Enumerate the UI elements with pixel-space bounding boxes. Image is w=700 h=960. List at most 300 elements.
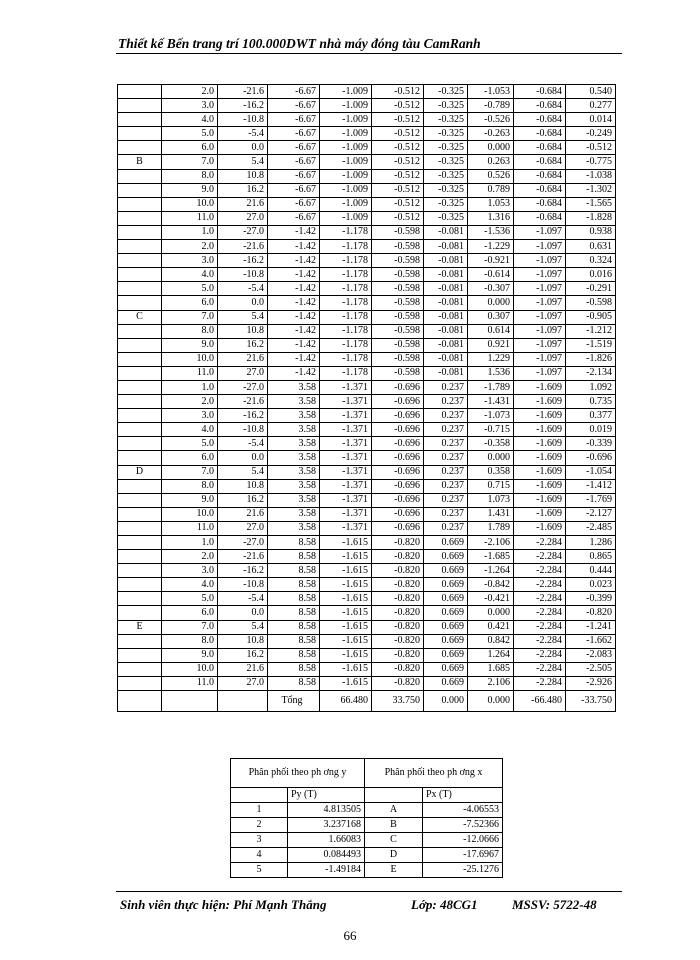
table-cell: 8.58 [268, 536, 320, 550]
group-label-cell [118, 479, 162, 493]
total-cell: 0.000 [468, 691, 514, 712]
table-cell: -6.67 [268, 113, 320, 127]
py-value-cell: 0.084493 [288, 848, 365, 863]
table-cell: -0.325 [424, 169, 468, 183]
results-table [117, 84, 616, 712]
table-cell: -1.609 [514, 423, 566, 437]
py-header: Py (T) [288, 788, 365, 803]
summary-row [231, 833, 503, 848]
table-cell: 0.540 [566, 85, 616, 99]
table-cell: -1.609 [514, 451, 566, 465]
table-cell: 1.431 [468, 507, 514, 521]
table-cell: -0.512 [372, 127, 424, 141]
table-cell: 0.669 [424, 676, 468, 690]
table-cell: -0.081 [424, 338, 468, 352]
table-cell: -0.512 [372, 155, 424, 169]
group-label-cell [118, 338, 162, 352]
table-cell: -1.097 [514, 324, 566, 338]
table-cell: -10.8 [218, 268, 268, 282]
table-cell: -0.598 [372, 282, 424, 296]
group-label-cell [118, 268, 162, 282]
table-cell: 0.444 [566, 564, 616, 578]
table-cell: -5.4 [218, 592, 268, 606]
table-cell: -0.684 [514, 197, 566, 211]
table-cell: -6.67 [268, 211, 320, 225]
table-cell: -1.178 [320, 282, 372, 296]
table-row [118, 254, 616, 268]
table-cell: 5.4 [218, 465, 268, 479]
table-row [118, 634, 616, 648]
table-cell: -0.820 [372, 592, 424, 606]
table-cell: -1.371 [320, 437, 372, 451]
table-cell: -1.241 [566, 620, 616, 634]
table-cell: -2.284 [514, 550, 566, 564]
table-cell: -1.178 [320, 254, 372, 268]
table-cell: -1.42 [268, 268, 320, 282]
table-cell: 21.6 [218, 352, 268, 366]
summary-blank-cell [231, 788, 288, 803]
group-label-cell [118, 395, 162, 409]
table-cell: -0.325 [424, 85, 468, 99]
table-cell: -6.67 [268, 85, 320, 99]
table-cell: -2.106 [468, 536, 514, 550]
table-cell: -0.598 [372, 310, 424, 324]
table-cell: -1.615 [320, 620, 372, 634]
total-row [118, 691, 616, 712]
table-row [118, 296, 616, 310]
table-cell: -1.178 [320, 268, 372, 282]
table-cell: 0.263 [468, 155, 514, 169]
table-cell: 1.0 [162, 380, 218, 394]
table-cell: -1.009 [320, 99, 372, 113]
table-cell: -2.284 [514, 662, 566, 676]
table-cell: -6.67 [268, 127, 320, 141]
table-cell: -0.842 [468, 578, 514, 592]
table-cell: 0.0 [218, 141, 268, 155]
total-cell: -33.750 [566, 691, 616, 712]
table-cell: 0.669 [424, 536, 468, 550]
group-label-cell [118, 451, 162, 465]
table-cell: 10.0 [162, 507, 218, 521]
table-cell: 8.0 [162, 324, 218, 338]
table-cell: 9.0 [162, 648, 218, 662]
table-cell: -1.609 [514, 409, 566, 423]
table-cell: -1.178 [320, 338, 372, 352]
table-cell: -1.412 [566, 479, 616, 493]
table-cell: 3.0 [162, 564, 218, 578]
table-cell: -10.8 [218, 113, 268, 127]
table-cell: 0.237 [424, 409, 468, 423]
table-cell: 0.377 [566, 409, 616, 423]
table-cell: 0.921 [468, 338, 514, 352]
table-cell: -0.081 [424, 366, 468, 380]
table-cell: -1.609 [514, 507, 566, 521]
table-cell: -21.6 [218, 240, 268, 254]
table-cell: -0.820 [372, 536, 424, 550]
table-cell: -1.054 [566, 465, 616, 479]
table-cell: 0.669 [424, 606, 468, 620]
summary-row [231, 803, 503, 818]
table-cell: -2.284 [514, 564, 566, 578]
group-label-cell: E [118, 620, 162, 634]
group-label-cell [118, 225, 162, 239]
table-cell: 1.229 [468, 352, 514, 366]
table-cell: -1.662 [566, 634, 616, 648]
table-cell: -1.615 [320, 536, 372, 550]
table-cell: 0.614 [468, 324, 514, 338]
table-cell: -6.67 [268, 183, 320, 197]
table-cell: -27.0 [218, 225, 268, 239]
table-cell: 0.237 [424, 521, 468, 535]
table-row [118, 240, 616, 254]
table-cell: 0.307 [468, 310, 514, 324]
table-cell: -0.081 [424, 296, 468, 310]
table-cell: -0.325 [424, 141, 468, 155]
table-cell: -0.684 [514, 113, 566, 127]
table-row [118, 676, 616, 690]
table-row [118, 451, 616, 465]
table-cell: 3.58 [268, 507, 320, 521]
py-value-cell: 4.813505 [288, 803, 365, 818]
table-row [118, 211, 616, 225]
table-row [118, 380, 616, 394]
table-cell: -1.371 [320, 465, 372, 479]
table-row [118, 282, 616, 296]
table-cell: -0.325 [424, 197, 468, 211]
table-cell: 8.58 [268, 550, 320, 564]
table-row [118, 578, 616, 592]
table-cell: -2.127 [566, 507, 616, 521]
table-cell: -0.081 [424, 324, 468, 338]
table-cell: -0.598 [372, 338, 424, 352]
summary-blank-cell [365, 788, 423, 803]
table-cell: -1.097 [514, 282, 566, 296]
table-cell: 1.264 [468, 648, 514, 662]
table-cell: 5.0 [162, 437, 218, 451]
table-cell: 3.58 [268, 465, 320, 479]
table-cell: -1.609 [514, 493, 566, 507]
table-cell: 3.58 [268, 380, 320, 394]
table-cell: 5.4 [218, 310, 268, 324]
table-cell: 8.58 [268, 620, 320, 634]
table-cell: -0.512 [372, 211, 424, 225]
table-cell: 0.669 [424, 578, 468, 592]
table-cell: -0.526 [468, 113, 514, 127]
table-cell: -0.598 [372, 352, 424, 366]
group-label-cell [118, 662, 162, 676]
px-value-cell: -17.6967 [423, 848, 503, 863]
table-cell: -1.178 [320, 352, 372, 366]
table-cell: 4.0 [162, 423, 218, 437]
table-cell: -1.615 [320, 578, 372, 592]
table-cell: 16.2 [218, 183, 268, 197]
table-cell: 0.526 [468, 169, 514, 183]
group-label-cell [118, 211, 162, 225]
x-axis-cell: E [365, 863, 423, 878]
table-cell: -16.2 [218, 99, 268, 113]
table-cell: 0.0 [218, 296, 268, 310]
table-cell: 27.0 [218, 521, 268, 535]
table-cell: 0.014 [566, 113, 616, 127]
table-cell: 27.0 [218, 366, 268, 380]
table-row [118, 564, 616, 578]
table-cell: -1.178 [320, 296, 372, 310]
group-label-cell [118, 521, 162, 535]
table-cell: 16.2 [218, 338, 268, 352]
table-cell: -0.598 [372, 324, 424, 338]
table-cell: -1.097 [514, 254, 566, 268]
table-cell: 5.0 [162, 592, 218, 606]
table-cell: 0.237 [424, 465, 468, 479]
table-row [118, 423, 616, 437]
table-cell: -0.614 [468, 268, 514, 282]
table-cell: -0.291 [566, 282, 616, 296]
table-cell: -21.6 [218, 395, 268, 409]
table-cell: -1.789 [468, 380, 514, 394]
table-cell: -1.178 [320, 225, 372, 239]
table-cell: -1.42 [268, 254, 320, 268]
table-cell: -0.512 [372, 85, 424, 99]
table-cell: -21.6 [218, 85, 268, 99]
table-cell: -1.42 [268, 366, 320, 380]
x-axis-cell: D [365, 848, 423, 863]
group-label-cell [118, 380, 162, 394]
table-cell: 0.735 [566, 395, 616, 409]
table-row [118, 409, 616, 423]
table-cell: -1.097 [514, 268, 566, 282]
group-label-cell [118, 550, 162, 564]
table-cell: -5.4 [218, 127, 268, 141]
table-cell: 0.277 [566, 99, 616, 113]
table-cell: 3.58 [268, 479, 320, 493]
table-cell: -0.399 [566, 592, 616, 606]
table-cell: 16.2 [218, 648, 268, 662]
table-cell: -2.284 [514, 536, 566, 550]
table-cell: 7.0 [162, 155, 218, 169]
table-cell: -1.828 [566, 211, 616, 225]
table-cell: -0.820 [372, 648, 424, 662]
table-cell: -0.820 [372, 676, 424, 690]
table-cell: -0.820 [372, 620, 424, 634]
table-cell: -1.178 [320, 310, 372, 324]
table-cell: -1.009 [320, 169, 372, 183]
table-cell: -0.696 [372, 423, 424, 437]
table-cell: -0.081 [424, 240, 468, 254]
table-cell: -1.009 [320, 85, 372, 99]
table-cell: -0.820 [372, 550, 424, 564]
table-cell: -1.178 [320, 366, 372, 380]
table-row [118, 550, 616, 564]
group-label-cell [118, 592, 162, 606]
table-cell: 1.536 [468, 366, 514, 380]
table-cell: -0.263 [468, 127, 514, 141]
table-cell: 8.0 [162, 169, 218, 183]
table-cell: 0.0 [218, 606, 268, 620]
table-cell: -1.009 [320, 127, 372, 141]
table-cell: 0.000 [468, 606, 514, 620]
table-cell: 8.58 [268, 676, 320, 690]
table-cell: -0.696 [372, 479, 424, 493]
group-label-cell [118, 493, 162, 507]
table-cell: 0.237 [424, 479, 468, 493]
table-cell: -0.081 [424, 352, 468, 366]
table-cell: 0.631 [566, 240, 616, 254]
group-label-cell [118, 183, 162, 197]
table-cell: -1.615 [320, 634, 372, 648]
table-row [118, 352, 616, 366]
total-cell [118, 691, 162, 712]
table-cell: 2.0 [162, 240, 218, 254]
table-cell: 8.58 [268, 648, 320, 662]
table-cell: -0.081 [424, 282, 468, 296]
group-label-cell [118, 676, 162, 690]
py-value-cell: 1.66083 [288, 833, 365, 848]
group-label-cell [118, 648, 162, 662]
group-label-cell: B [118, 155, 162, 169]
table-cell: 7.0 [162, 465, 218, 479]
table-cell: -0.081 [424, 254, 468, 268]
table-cell: -16.2 [218, 254, 268, 268]
table-cell: 0.669 [424, 550, 468, 564]
table-cell: -1.42 [268, 310, 320, 324]
table-cell: -1.178 [320, 324, 372, 338]
group-label-cell: D [118, 465, 162, 479]
px-value-cell: -7.52366 [423, 818, 503, 833]
table-cell: 0.237 [424, 380, 468, 394]
table-cell: 1.316 [468, 211, 514, 225]
page-number: 66 [343, 928, 357, 943]
group-label-cell [118, 254, 162, 268]
table-cell: -6.67 [268, 169, 320, 183]
footer-student-id: MSSV: 5722-48 [512, 897, 597, 912]
table-cell: -2.284 [514, 620, 566, 634]
table-cell: 0.669 [424, 634, 468, 648]
table-row [118, 99, 616, 113]
table-cell: -0.696 [372, 395, 424, 409]
table-cell: -1.431 [468, 395, 514, 409]
table-cell: -10.8 [218, 423, 268, 437]
table-cell: -0.081 [424, 310, 468, 324]
table-cell: 10.0 [162, 662, 218, 676]
table-row [118, 395, 616, 409]
table-cell: 0.669 [424, 648, 468, 662]
table-cell: -0.696 [372, 521, 424, 535]
x-axis-cell: A [365, 803, 423, 818]
table-cell: -1.615 [320, 606, 372, 620]
table-row [118, 310, 616, 324]
table-cell: 8.58 [268, 606, 320, 620]
table-cell: -0.512 [372, 169, 424, 183]
table-cell: -1.097 [514, 366, 566, 380]
table-row [118, 592, 616, 606]
table-cell: 2.0 [162, 550, 218, 564]
group-label-cell [118, 99, 162, 113]
table-cell: -1.615 [320, 662, 372, 676]
group-label-cell [118, 197, 162, 211]
table-cell: -1.212 [566, 324, 616, 338]
x-distribution-title: Phân phối theo ph ơng x [365, 759, 503, 788]
table-cell: -6.67 [268, 141, 320, 155]
table-row [118, 479, 616, 493]
table-cell: -0.307 [468, 282, 514, 296]
table-cell: -1.615 [320, 564, 372, 578]
table-row [118, 127, 616, 141]
group-label-cell: C [118, 310, 162, 324]
table-cell: -1.609 [514, 479, 566, 493]
table-cell: 3.58 [268, 409, 320, 423]
x-axis-cell: C [365, 833, 423, 848]
table-cell: -0.696 [566, 451, 616, 465]
table-cell: -1.371 [320, 479, 372, 493]
table-cell: 0.237 [424, 437, 468, 451]
table-cell: -0.325 [424, 183, 468, 197]
y-index-cell: 1 [231, 803, 288, 818]
table-row [118, 648, 616, 662]
table-cell: 3.58 [268, 423, 320, 437]
table-cell: 0.715 [468, 479, 514, 493]
table-cell: -0.358 [468, 437, 514, 451]
table-cell: -1.615 [320, 648, 372, 662]
table-cell: 27.0 [218, 676, 268, 690]
table-cell: -1.371 [320, 409, 372, 423]
table-cell: -0.598 [372, 254, 424, 268]
table-cell: -2.505 [566, 662, 616, 676]
table-row [118, 662, 616, 676]
table-cell: -0.512 [372, 183, 424, 197]
table-cell: 0.023 [566, 578, 616, 592]
table-cell: -0.820 [372, 606, 424, 620]
table-cell: 4.0 [162, 578, 218, 592]
table-cell: 0.324 [566, 254, 616, 268]
table-cell: -0.512 [566, 141, 616, 155]
table-cell: -2.134 [566, 366, 616, 380]
table-cell: 0.421 [468, 620, 514, 634]
table-cell: 0.789 [468, 183, 514, 197]
table-cell: 0.000 [468, 451, 514, 465]
table-cell: 0.0 [218, 451, 268, 465]
table-cell: -1.097 [514, 225, 566, 239]
table-cell: -0.921 [468, 254, 514, 268]
table-cell: -21.6 [218, 550, 268, 564]
table-cell: 2.0 [162, 395, 218, 409]
table-cell: 5.4 [218, 620, 268, 634]
table-cell: -1.371 [320, 507, 372, 521]
table-cell: -2.284 [514, 648, 566, 662]
table-cell: -0.512 [372, 141, 424, 155]
table-cell: -1.685 [468, 550, 514, 564]
y-index-cell: 3 [231, 833, 288, 848]
table-cell: 27.0 [218, 211, 268, 225]
table-cell: 21.6 [218, 662, 268, 676]
table-cell: 6.0 [162, 451, 218, 465]
table-cell: 5.0 [162, 127, 218, 141]
table-cell: -0.696 [372, 451, 424, 465]
group-label-cell [118, 296, 162, 310]
group-label-cell [118, 141, 162, 155]
table-cell: 0.842 [468, 634, 514, 648]
table-cell: -0.820 [372, 564, 424, 578]
group-label-cell [118, 85, 162, 99]
table-cell: -0.339 [566, 437, 616, 451]
table-cell: 2.0 [162, 85, 218, 99]
table-cell: -1.053 [468, 85, 514, 99]
table-cell: 7.0 [162, 310, 218, 324]
table-cell: -1.42 [268, 240, 320, 254]
table-cell: -0.598 [372, 225, 424, 239]
table-cell: -0.696 [372, 380, 424, 394]
table-cell: -1.009 [320, 197, 372, 211]
table-cell: 1.685 [468, 662, 514, 676]
